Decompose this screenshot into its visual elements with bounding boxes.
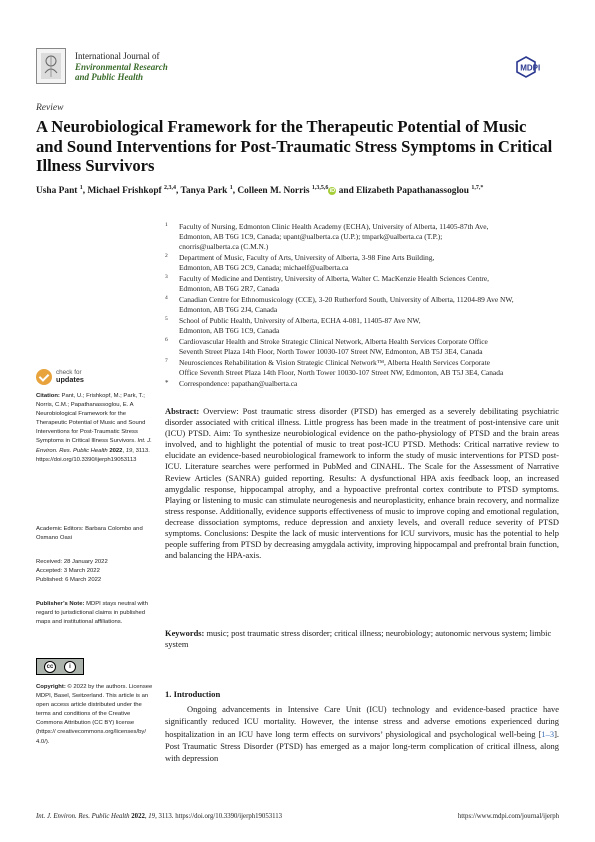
citation-doi[interactable]: , 3113. https://doi.org/10.3390/ijerph19053113: [36, 447, 150, 463]
copyright-block: [36, 683, 154, 747]
affiliation-line: Edmonton, AB T6G 2J4, Canada: [179, 305, 278, 315]
affiliation-number: 5: [165, 315, 168, 322]
footer-volume: 19: [148, 813, 156, 820]
published-date: Published: 6 March 2022: [36, 577, 102, 584]
affiliation-line: Seventh Street Plaza 14th Floor, North Tower 10030-107 Street NW, Edmonton, AB T5J 3E4, Canada: [179, 347, 483, 357]
affiliation-line: Edmonton, AB T6G 1C9, Canada: [179, 326, 280, 336]
affiliation-item: [165, 337, 565, 357]
footer-doi[interactable]: , 3113. https://doi.org/10.3390/ijerph19053113: [155, 813, 283, 820]
affiliation-line: Edmonton, AB T6G 2C9, Canada; michaelf@ualberta.ca: [179, 263, 349, 273]
abstract: [165, 406, 559, 561]
citation-label: Citation:: [36, 393, 60, 399]
affiliation-item: [165, 358, 565, 378]
publisher-note: [36, 600, 154, 627]
affiliation-number: 6: [165, 336, 168, 343]
affiliation-line: Department of Music, Faculty of Arts, University of Alberta, 3-98 Fine Arts Building,: [179, 253, 435, 263]
affiliation-line: Edmonton, AB T6G 2R7, Canada: [179, 284, 280, 294]
author-list: Usha Pant $^1$, Michael Frishkopf $^{2,3,4}$, Tanya Park $^1$, Colleen M. Norris $^{1,3,5,6}$iD and Elizabeth Papathanassoglou $^{1,7,*}$: [36, 185, 484, 197]
check-updates-line1: check for: [56, 368, 82, 376]
author-name[interactable]: Colleen M. Norris: [237, 186, 310, 197]
orcid-icon[interactable]: iD: [329, 188, 336, 195]
author-name[interactable]: Michael Frishkopf: [87, 186, 162, 197]
affiliation-line: Neurosciences Rehabilitation & Vision Strategic Clinical Network™, Alberta Health Services Corporate: [179, 357, 490, 367]
check-for-updates-button[interactable]: [36, 367, 106, 387]
footer-journal: Int. J. Environ. Res. Public Health: [36, 813, 130, 820]
citation-journal: Int. J. Environ. Res. Public Health: [36, 438, 152, 454]
citation-link[interactable]: 1–3: [541, 728, 555, 739]
author-affil-sup: 1: [229, 185, 233, 191]
attribution-icon: i: [64, 661, 76, 673]
affiliation-item: [165, 274, 565, 294]
cc-by-license-badge[interactable]: [36, 658, 84, 675]
check-updates-text: [56, 370, 84, 385]
correspondence-item: [165, 379, 565, 389]
copyright-text: © 2022 by the authors. Licensee MDPI, Basel, Switzerland. This article is an open access article distributed under the terms and conditions of the Creative Commons Attribution (CC BY) license (https:// creativecommons.org/licenses/by/ 4.0/).: [36, 684, 153, 745]
abstract-text: Overview: Post traumatic stress disorder (PTSD) has emerged as a severely debilitating psychiatric disorder associated with critical illness. Little progress has been made in the treatment of post-intensive care unit (ICU) PTSD. Aim: To synthesize neurobiological evidence on the patho-physiology of PTSD and the brain areas involved, and to highlight the potential of music to treat post-ICU PTSD. Methods: Critical narrative review to elucidate an evidence-based neurobiological framework to inform the study of music interventions for PTSD post-ICU. Literature searches were performed in PubMed and CINAHL. The Scale for the Assessment of Narrative Review Articles (SANRA) guided reporting. Results: A dysfunctional HPA axis feedback loop, an increased amygdalic response, hippocampal atrophy, and a hypoactive prefrontal cortex contribute to PTSD symptoms. Playing or listening to music can stimulate neurogenesis and neuroplasticity, enhance brain recovery, and normalize stress response. Additionally, evidence supports effectiveness of music to improve coping and emotional regulation, decrease dissociation symptoms, reduce depression and anxiety levels, and overall reduce severity of PTSD symptoms. Conclusions: Despite the lack of music interventions for ICU survivors, music has the potential to help people suffering from PTSD by decreasing amygdala activity, improving hippocampal and prefrontal brain function, and balancing the HPA-axis.: [165, 406, 560, 561]
abstract-label: Abstract:: [165, 406, 200, 416]
intro-text: Ongoing advancements in Intensive Care Unit (ICU) technology and evidence-based practice have significantly reduced ICU mortality. However, the intense stress and adverse emotions experienced during hospitalization in an ICU have long term effects on survivors’ physiological and psychological well-being [: [165, 704, 559, 739]
academic-editors: Academic Editors: Barbara Colombo and Osmano Oasi: [36, 526, 143, 542]
mdpi-logo-icon: [516, 56, 554, 78]
author-name[interactable]: Elizabeth Papathanassoglou: [356, 186, 469, 197]
affiliation-item: [165, 316, 565, 336]
keywords: [165, 628, 559, 650]
journal-logo: [36, 48, 66, 84]
citation-volume: 19: [125, 447, 133, 454]
author-affil-sup: 2,3,4: [164, 185, 177, 191]
affiliation-number: 2: [165, 253, 168, 260]
affiliation-item: [165, 222, 565, 252]
author-name[interactable]: Tanya Park: [180, 186, 228, 197]
affiliation-item: [165, 253, 565, 273]
dates-block: [36, 558, 154, 585]
intro-paragraph: [165, 703, 559, 764]
mdpi-logo-text: MDPI: [520, 63, 541, 73]
author-affil-sup: 1,7,*: [471, 185, 484, 191]
journal-name: [75, 51, 168, 83]
affiliation-number: 7: [165, 357, 168, 364]
affiliation-list: [165, 222, 565, 390]
citation-text: Pant, U.; Frishkopf, M.; Park, T.; Norris, C.M.; Papathanassoglou, E. A Neurobiological Framework for the Therapeutic Potential of Music and Sound Interventions for Post-Traumatic Stress Symptoms in Critical Illness Survivors.: [36, 393, 146, 445]
publisher-note-text: MDPI stays neutral with regard to jurisdictional claims in published maps and institutional affiliations.: [36, 601, 148, 626]
author-affil-sup: 1: [79, 185, 83, 191]
affiliation-number: 3: [165, 274, 168, 281]
author-name[interactable]: Usha Pant: [36, 186, 78, 197]
affiliation-line: Cardiovascular Health and Stroke Strategic Clinical Network, Alberta Health Services Corporate Office: [179, 336, 488, 346]
affiliation-line: cnorris@ualberta.ca (C.M.N.): [179, 242, 269, 252]
keywords-text: music; post traumatic stress disorder; critical illness; neurobiology; autonomic nervous system; limbic system: [165, 628, 552, 650]
cc-icon: cc: [44, 661, 56, 673]
affiliation-line: School of Public Health, University of Alberta, ECHA 4-081, 11405-87 Ave NW,: [179, 315, 421, 325]
footer-url[interactable]: https://www.mdpi.com/journal/ijerph: [457, 813, 559, 820]
article-title: A Neurobiological Framework for the Therapeutic Potential of Music and Sound Interventions for Post-Traumatic Stress Symptoms in Critical Illness Survivors: [36, 117, 553, 175]
citation-year: 2022: [109, 447, 123, 454]
affiliation-item: [165, 295, 565, 315]
journal-name-line2: Environmental Research: [75, 61, 168, 72]
footer-year: 2022: [131, 813, 145, 820]
check-updates-line2: updates: [56, 374, 84, 384]
affiliation-line: Edmonton, AB T6G 1C9, Canada; upant@ualberta.ca (U.P.); tmpark@ualberta.ca (T.P.);: [179, 232, 443, 242]
section-heading: 1. Introduction: [165, 689, 221, 699]
affiliation-line: Faculty of Medicine and Dentistry, University of Alberta, Walter C. MacKenzie Health Sciences Centre,: [179, 274, 490, 284]
received-date: Received: 28 January 2022: [36, 559, 108, 565]
journal-emblem-icon: [39, 51, 63, 81]
journal-name-line3: and Public Health: [75, 72, 144, 82]
authors-and: and: [338, 186, 354, 197]
affiliation-number: *: [165, 378, 169, 387]
correspondence-line[interactable]: Correspondence: papathan@ualberta.ca: [179, 378, 298, 388]
check-updates-icon: [36, 369, 52, 385]
affiliation-line: Faculty of Nursing, Edmonton Clinic Health Academy (ECHA), University of Alberta, 11405-87th Ave,: [179, 222, 489, 231]
author-affil-sup: 1,3,5,6: [311, 185, 329, 191]
copyright-label: Copyright:: [36, 684, 66, 690]
affiliation-number: 1: [165, 222, 168, 228]
journal-name-line1: International Journal of: [75, 51, 160, 61]
citation-block: Citation: Pant, U.; Frishkopf, M.; Park, T.; Norris, C.M.; Papathanassoglou, E. A Neurobiological Framework for the Therapeutic Potential of Music and Sound Interventions for Post-Traumatic Stress Symptoms in Critical Illness Survivors. Int. J. Environ. Res. Public Health 2022, 19, 3113. https://doi.org/10.3390/ijerph19053113: [36, 393, 152, 463]
affiliation-number: 4: [165, 295, 168, 301]
affiliation-line: Office Seventh Street Plaza 14th Floor, North Tower 10030-107 Street NW, Edmonton, AB T5J 3E4, Canada: [179, 368, 504, 377]
intro-text-cont: ]. Post Traumatic Stress Disorder (PTSD) has emerged as a major long-term complication of critical illness, along with depression: [165, 728, 559, 764]
article-type: Review: [36, 103, 64, 113]
publisher-note-label: Publisher’s Note:: [36, 601, 85, 607]
footer-citation: Int. J. Environ. Res. Public Health 2022, 19, 3113. https://doi.org/10.3390/ijerph19053113: [36, 813, 283, 820]
affiliation-line: Canadian Centre for Ethnomusicology (CCE), 3-20 Rutherford South, University of Alberta, 11204-89 Ave NW,: [179, 295, 514, 304]
accepted-date: Accepted: 3 March 2022: [36, 568, 100, 575]
keywords-label: Keywords:: [165, 628, 205, 638]
